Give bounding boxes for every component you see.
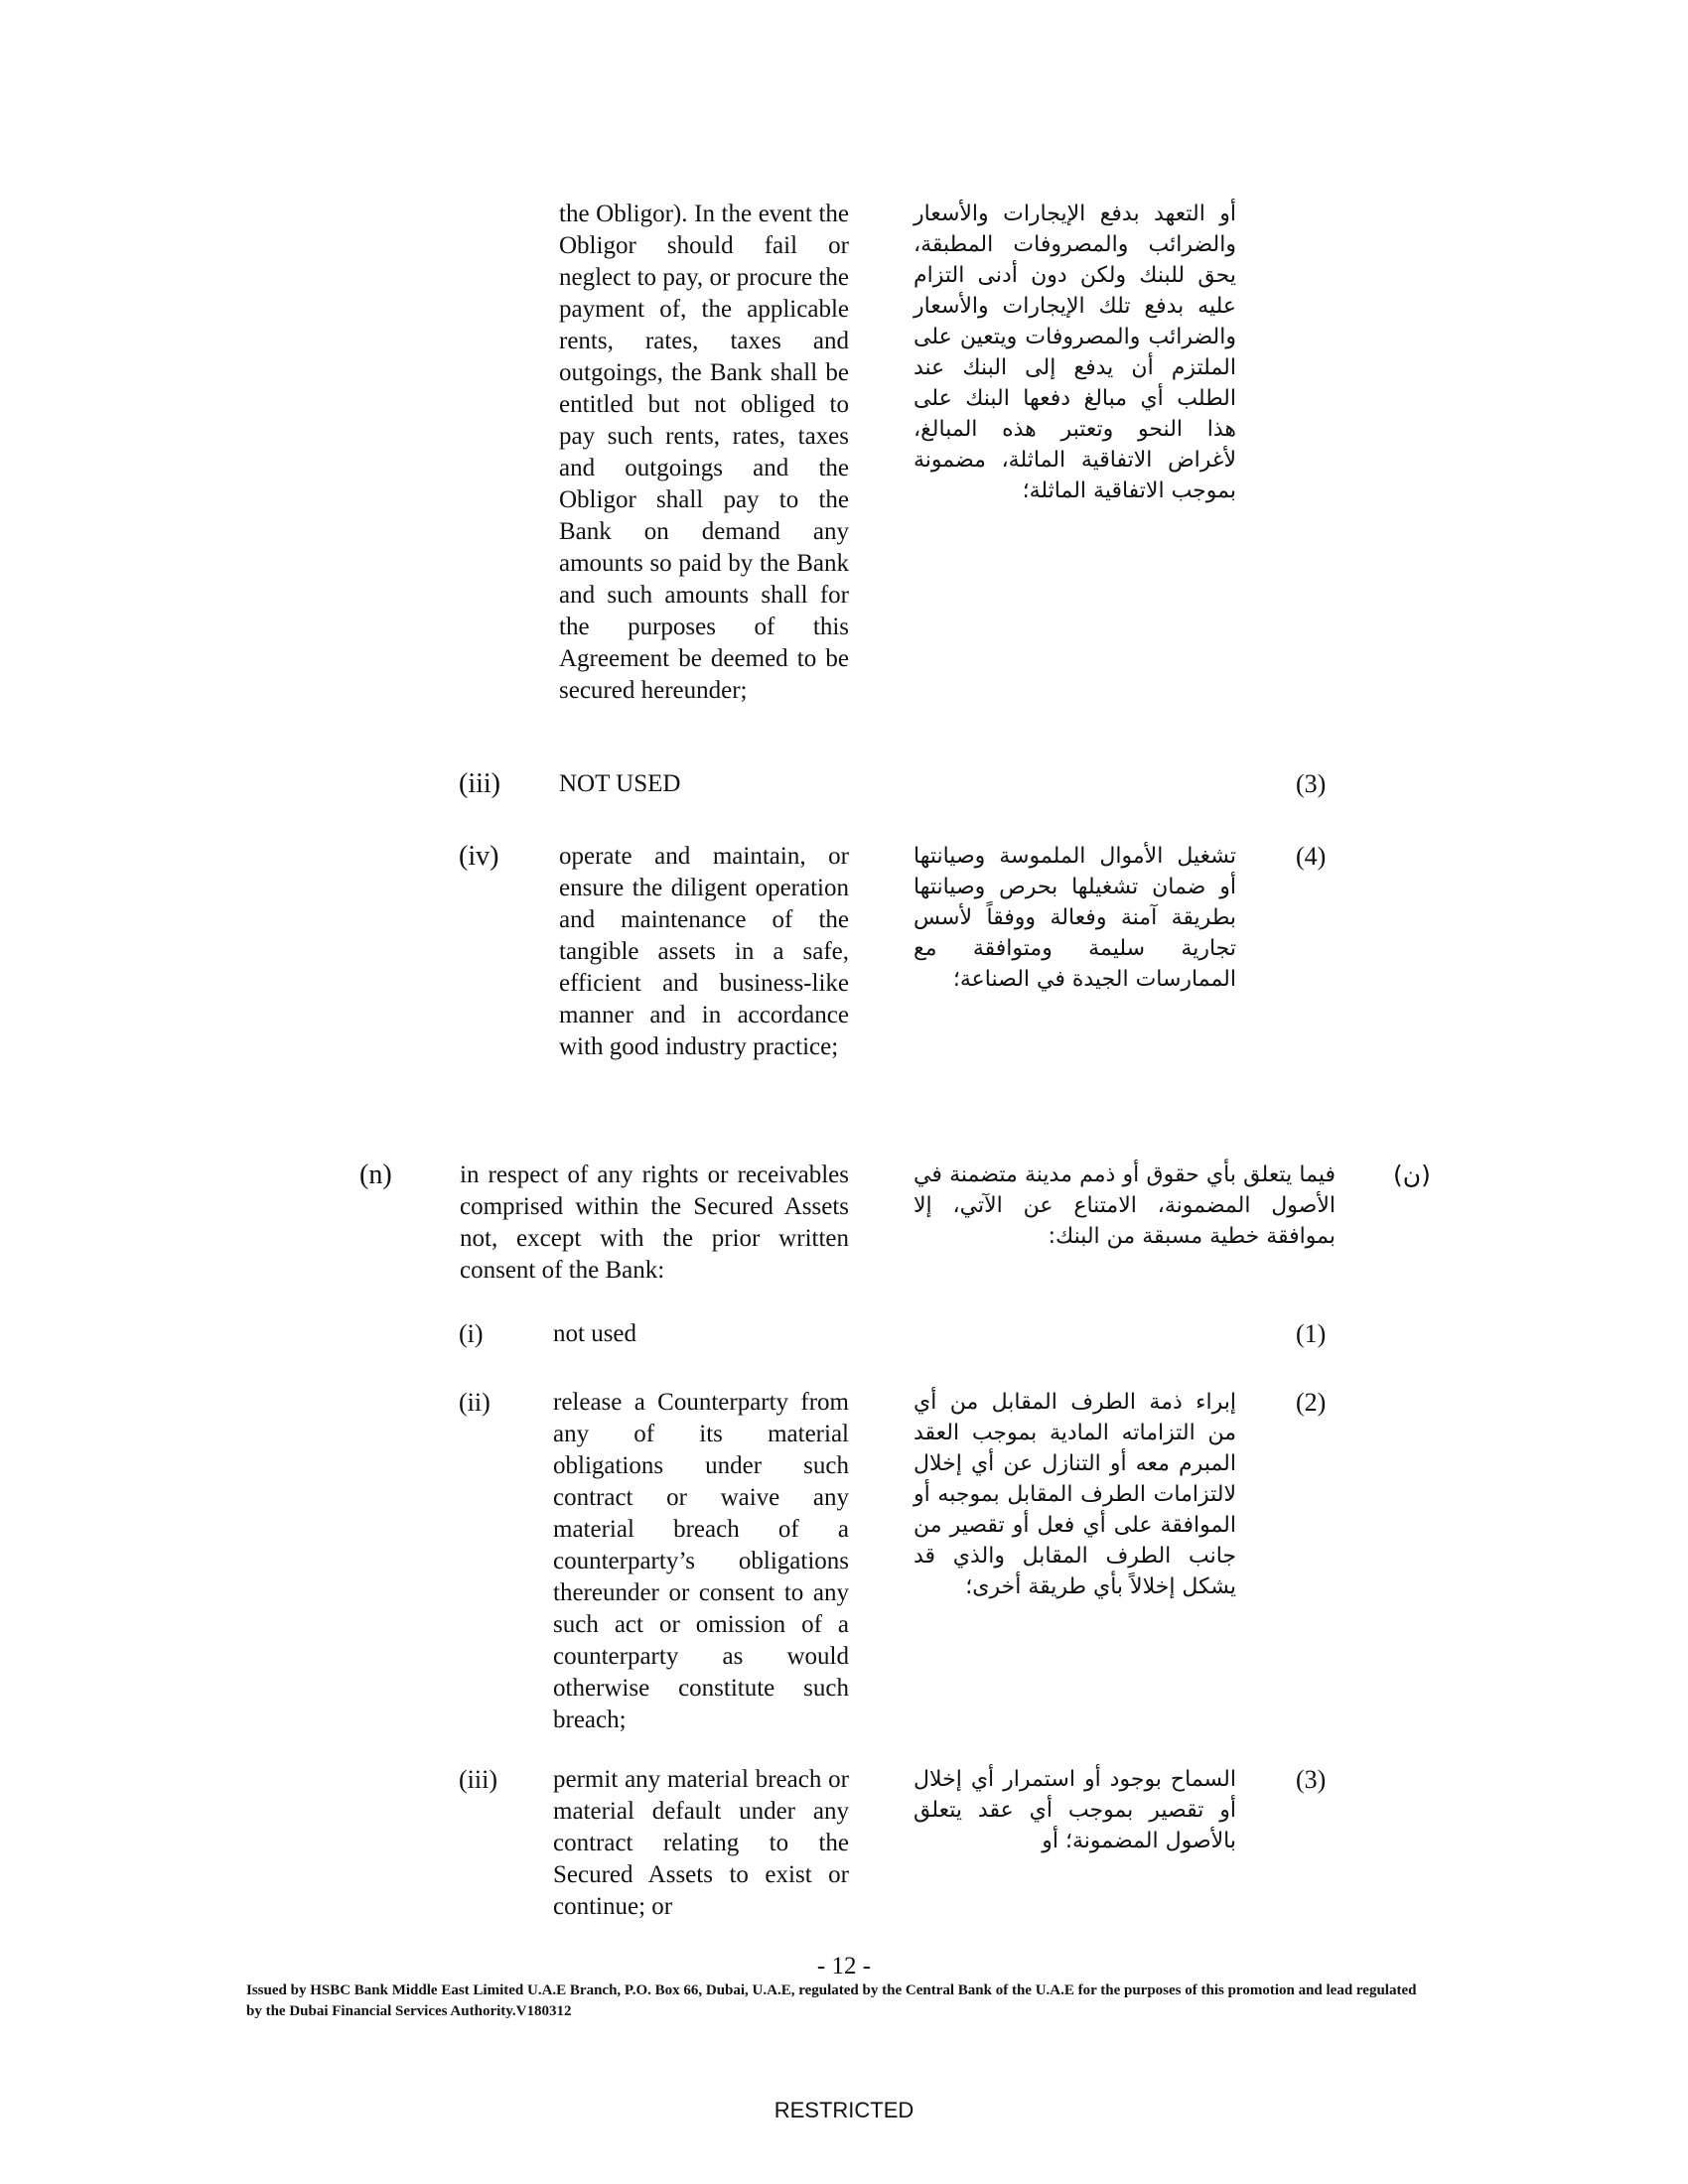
clause-label-n: (n) <box>359 1160 392 1190</box>
clause-label-iii: (iii) <box>459 768 500 799</box>
clause-n-ii-ar: إبراء ذمة الطرف المقابل من أي من التزاماته المادية بموجب العقد المبرم معه أو التنازل عن أي إخلال لالتزامات الطرف المقابل بموجبه أو الموافقة على أي فعل أو تقصير من جانب الطرف المقابل والذي قد يشكل إخلالاً بأي طريقة أخرى؛ <box>914 1390 1236 1599</box>
clause-label-iv: (iv) <box>459 841 499 872</box>
obligor-clause-ar: أو التعهد بدفع الإيجارات والأسعار والضرائب والمصروفات المطبقة، يحق للبنك ولكن دون أدنى التزام عليه بدفع تلك الإيجارات والأسعار والضرائب والمصروفات ويتعين على الملتزم أن يدفع إلى البنك عند الطلب أي مبالغ دفعها البنك على هذا النحو وتعتبر هذه المبالغ، لأغراض الاتفاقية الماثلة، مضمونة بموجب الاتفاقية الماثلة؛ <box>914 202 1236 503</box>
clause-label-i: (i) <box>459 1319 484 1348</box>
page-number: - 12 - <box>816 1953 872 1979</box>
classification-label: RESTRICTED <box>774 2098 914 2122</box>
clause-n-i-en: not used <box>553 1320 637 1347</box>
clause-label-3-ar: (3) <box>1296 769 1327 798</box>
clause-label-n-ar: (ن) <box>1393 1160 1431 1189</box>
clause-label-2-ar: (2) <box>1296 1388 1327 1417</box>
clause-iv-ar: تشغيل الأموال الملموسة وصيانتها أو ضمان تشغيلها بحرص وصيانتها بطريقة آمنة وفعالة ووفقاً لأسس تجارية سليمة ومتوافقة مع الممارسات الجيدة في الصناعة؛ <box>914 844 1236 992</box>
clause-label-3b-ar: (3) <box>1296 1765 1327 1794</box>
clause-label-n-iii: (iii) <box>459 1765 497 1794</box>
clause-iii-en: NOT USED <box>559 770 681 797</box>
clause-label-1-ar: (1) <box>1296 1319 1327 1348</box>
clause-n-iii-en: permit any material breach or material default under any contract relating to the Secured Assets to exist or continue; or <box>553 1766 849 1920</box>
clause-n-ii-en: release a Counterparty from any of its material obligations under such contract or waive any material breach of a counterparty’s obligations thereunder or consent to any such act or omission of a counterparty as would otherwise constitute such breach; <box>553 1389 849 1733</box>
clause-iv-en: operate and maintain, or ensure the diligent operation and maintenance of the tangible assets in a safe, efficient and business-like manner and in accordance with good industry practice; <box>559 843 849 1060</box>
clause-label-4-ar: (4) <box>1296 842 1327 871</box>
clause-n-iii-ar: السماح بوجود أو استمرار أي إخلال أو تقصير بموجب أي عقد يتعلق بالأصول المضمونة؛ أو <box>914 1767 1236 1853</box>
clause-label-ii: (ii) <box>459 1388 491 1417</box>
issuer-disclaimer: Issued by HSBC Bank Middle East Limited U.A.E Branch, P.O. Box 66, Dubai, U.A.E, regulated by the Central Bank of the U.A.E for the purposes of this promotion and lead regulated by the Dubai Financial Services Authority.V180312 <box>246 1982 1417 2019</box>
obligor-clause-en: the Obligor). In the event the Obligor should fail or neglect to pay, or procure the payment of, the applicable rents, rates, taxes and outgoings, the Bank shall be entitled but not obliged to pay such rents, rates, taxes and outgoings and the Obligor shall pay to the Bank on demand any amounts so paid by the Bank and such amounts shall for the purposes of this Agreement be deemed to be secured hereunder; <box>559 201 849 704</box>
clause-n-en: in respect of any rights or receivables comprised within the Secured Assets not, except with the prior written consent of the Bank: <box>460 1161 849 1284</box>
clause-n-ar: فيما يتعلق بأي حقوق أو ذمم مدينة متضمنة في الأصول المضمونة، الامتناع عن الآتي، إلا بموافقة خطية مسبقة من البنك: <box>914 1162 1336 1249</box>
